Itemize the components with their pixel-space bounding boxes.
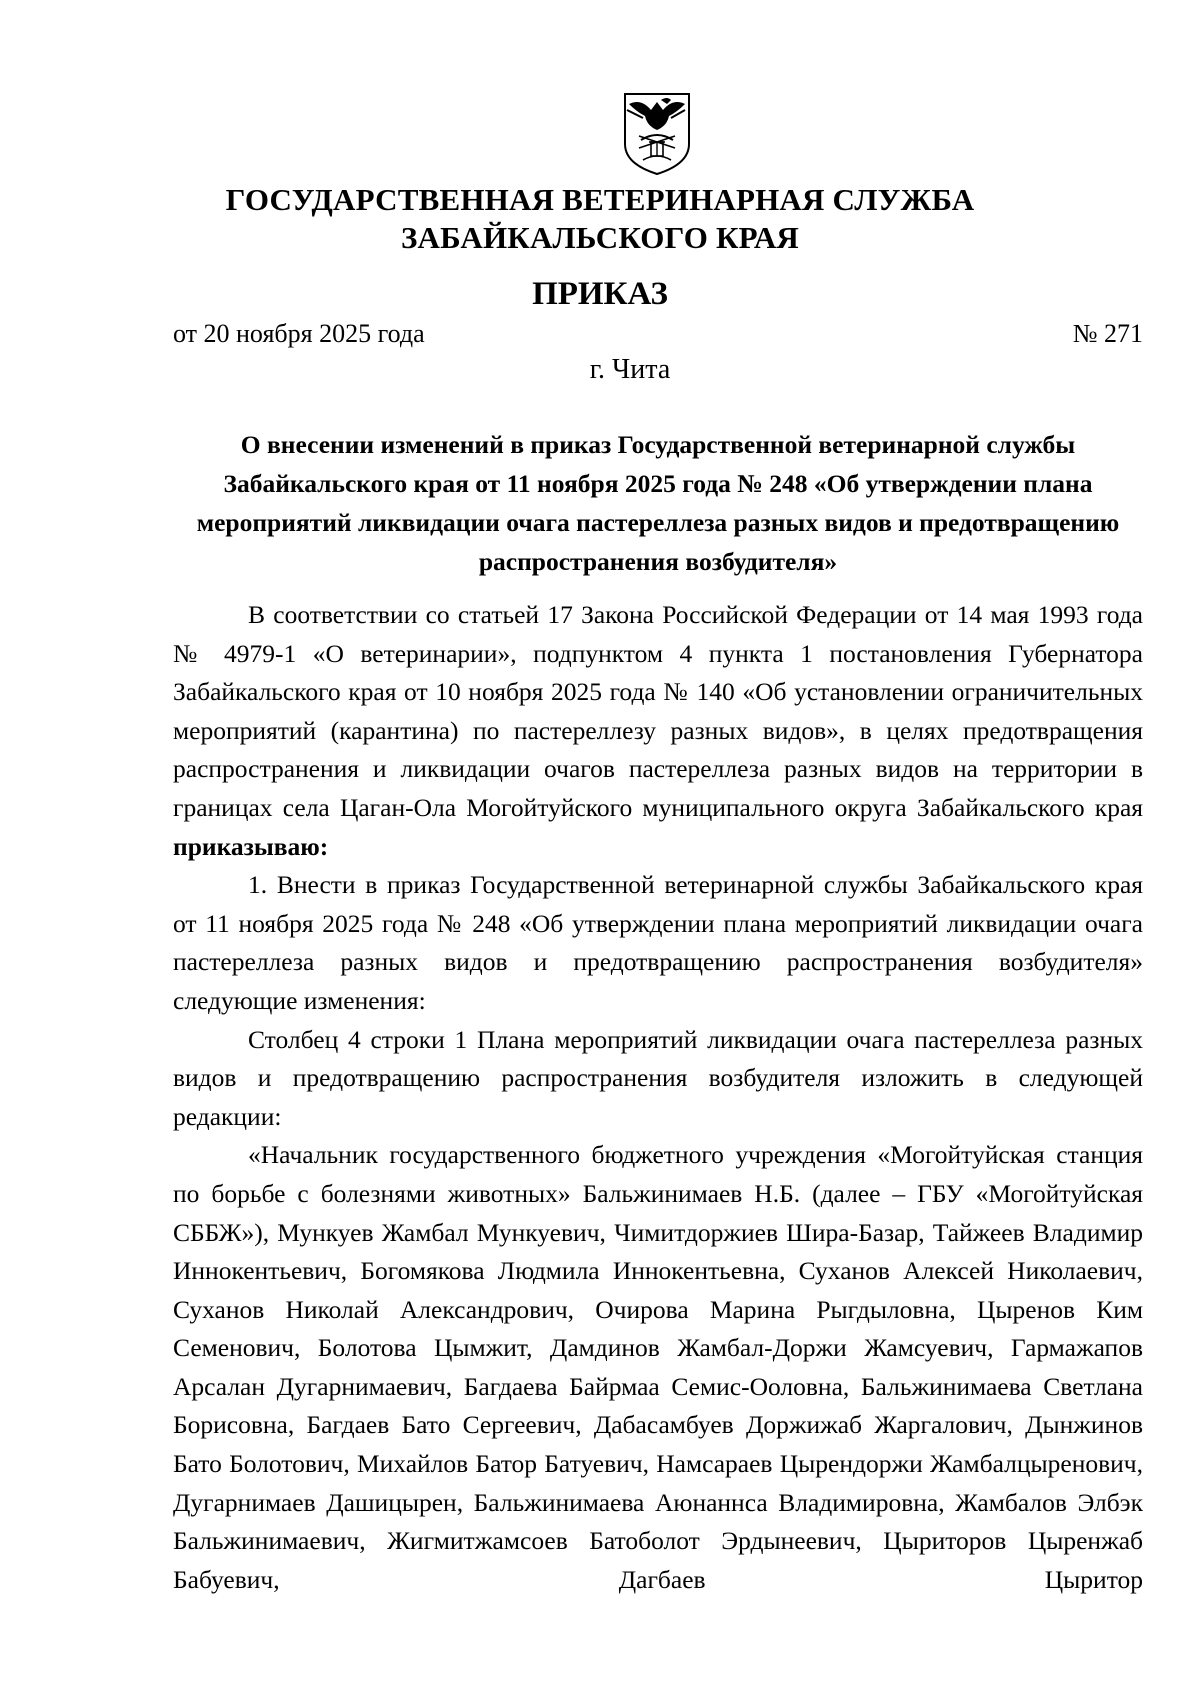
paragraph-change-description: Столбец 4 строки 1 Плана мероприятий ликвидации очага пастереллеза разных видов и предотвращению распространения возбудителя изложить в следующей редакции: xyxy=(173,1024,1143,1131)
agency-name xyxy=(150,181,1050,257)
order-subject: О внесении изменений в приказ Государственной ветеринарной службы Забайкальского края от 11 ноября 2025 года № 248 «Об утверждении плана мероприятий ликвидации очага пастереллеза разных видов и предотвращению распространения возбудителя» xyxy=(196,430,1120,576)
paragraph-new-wording: «Начальник государственного бюджетного учреждения «Могойтуйская станция по борьбе с болезнями животных» Бальжинимаев Н.Б. (далее – ГБУ «Могойтуйская СББЖ»), Мункуев Жамбал Мункуевич, Чимитдоржиев Шира-Базар, Тайжеев Владимир Иннокентьевич, Богомякова Людмила Иннокентьевна, Суханов Алексей Николаевич, Суханов Николай Александрович, Очирова Марина Рыгдыловна, Цыренов Ким Семенович, Болотова Цымжит, Дамдинов Жамбал-Доржи Жамсуевич, Гармажапов Арсалан Дугарнимаевич, Багдаева Байрмаа Семис-Ооловна, Бальжинимаева Светлана Борисовна, Багдаев Бато Сергеевич, Дабасамбуев Доржижаб Жаргалович, Дынжинов Бато Болотович, Михайлов Батор Батуевич, Намсараев Цырендоржи Жамбалцыренович, Дугарнимаев Дашицырен, Бальжинимаева Аюнаннса Владимировна, Жамбалов Элбэк Бальжинимаевич, Жигмитжамсоев Батоболот Эрдынеевич, Цыриторов Цыренжаб Бабуевич, Дагбаев Цыритор xyxy=(173,1140,1143,1594)
city-name: г. Чита xyxy=(589,354,671,385)
order-number: № 271 xyxy=(1072,319,1143,348)
preamble-text: В соответствии со статьей 17 Закона Российской Федерации от 14 мая 1993 года № 4979-1 «О ветеринарии», подпунктом 4 пункта 1 постановления Губернатора Забайкальского края от 10 ноября 2025 года № 140 «Об установлении ограничительных мероприятий (карантина) по пастереллезу разных видов», в целях предотвращения распространения и ликвидации очагов пастереллеза разных видов на территории в границах села Цаган-Ола Могойтуйского муниципального округа Забайкальского края xyxy=(173,600,1143,822)
paragraph-preamble xyxy=(173,596,1143,866)
order-date: от 20 ноября 2025 года xyxy=(173,319,425,348)
order-body xyxy=(173,596,1143,1599)
agency-name-line1: ГОСУДАРСТВЕННАЯ ВЕТЕРИНАРНАЯ СЛУЖБА xyxy=(225,182,975,217)
coat-of-arms-icon xyxy=(621,90,693,176)
preamble-emphasis: приказываю: xyxy=(173,831,329,861)
agency-name-line2: ЗАБАЙКАЛЬСКОГО КРАЯ xyxy=(400,220,800,255)
date-number-line xyxy=(173,317,1143,351)
document-type-title: ПРИКАЗ xyxy=(532,276,668,312)
paragraph-item-1: 1. Внести в приказ Государственной ветеринарной службы Забайкальского края от 11 ноября 2025 года № 248 «Об утверждении плана мероприятий ликвидации очага пастереллеза разных видов и предотвращению распространения возбудителя» следующие изменения: xyxy=(173,870,1143,1015)
